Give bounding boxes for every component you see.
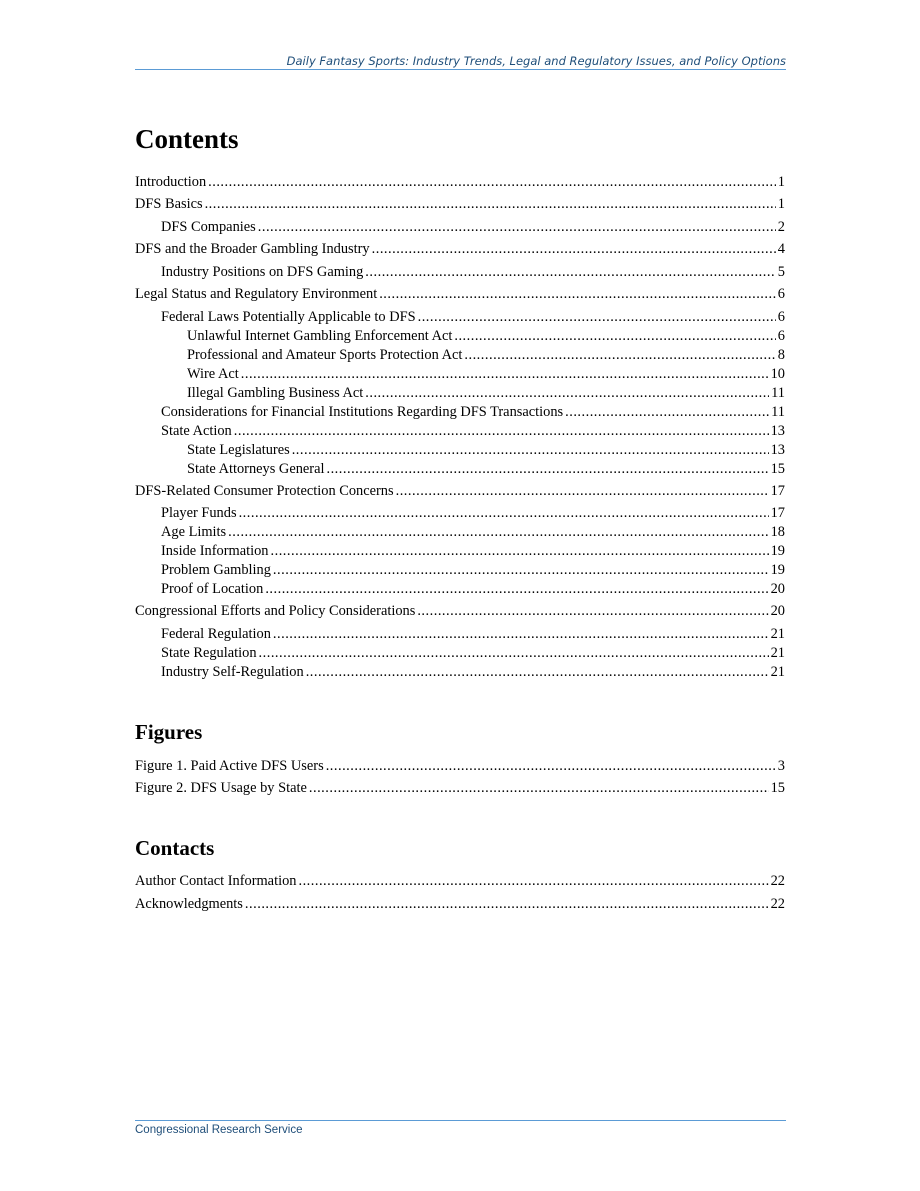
toc-entry-label: Inside Information xyxy=(161,543,269,559)
toc-entry[interactable] xyxy=(135,328,785,347)
toc-entry[interactable] xyxy=(135,404,785,423)
toc-entry-page: 20 xyxy=(770,603,785,619)
toc-entry-label: DFS Basics xyxy=(135,196,203,212)
toc-entry-label: Introduction xyxy=(135,174,207,190)
toc-leader-dots xyxy=(372,241,776,258)
toc-entry-page: 10 xyxy=(770,366,785,382)
toc-entry[interactable] xyxy=(135,562,785,581)
toc-entry-label: DFS and the Broader Gambling Industry xyxy=(135,241,370,257)
toc-leader-dots xyxy=(239,505,769,522)
toc-entry-page: 21 xyxy=(770,645,785,661)
toc-entry-label: Unlawful Internet Gambling Enforcement Act xyxy=(187,328,453,344)
toc-entry-label: DFS-Related Consumer Protection Concerns xyxy=(135,483,394,499)
toc-entry-page: 2 xyxy=(777,219,785,235)
toc-entry-label: Wire Act xyxy=(187,366,239,382)
toc-entry-page: 3 xyxy=(777,758,785,774)
toc-entry[interactable] xyxy=(135,241,785,260)
toc-entry-label: Federal Laws Potentially Applicable to DFS xyxy=(161,309,416,325)
toc-entry-page: 19 xyxy=(770,562,785,578)
toc-entry-page: 1 xyxy=(777,196,785,212)
toc-entry-page: 22 xyxy=(770,873,785,889)
toc-leader-dots xyxy=(464,347,775,364)
toc-entry[interactable] xyxy=(135,196,785,215)
toc-entry-page: 11 xyxy=(771,404,785,420)
toc-entry-page: 18 xyxy=(770,524,785,540)
toc-entry[interactable] xyxy=(135,483,785,502)
toc-entry[interactable] xyxy=(135,603,785,622)
toc-leader-dots xyxy=(271,543,769,560)
toc-entry-page: 17 xyxy=(770,483,785,499)
toc-entry-label: Considerations for Financial Institutions Regarding DFS Transactions xyxy=(161,404,564,420)
toc-entry-page: 8 xyxy=(777,347,785,363)
toc-entry[interactable] xyxy=(135,758,785,777)
toc-entry-label: Illegal Gambling Business Act xyxy=(187,385,364,401)
toc-entry-page: 6 xyxy=(777,309,785,325)
toc-leader-dots xyxy=(365,385,769,402)
toc-leader-dots xyxy=(396,483,769,500)
toc-leader-dots xyxy=(228,524,768,541)
toc-entry-label: Congressional Efforts and Policy Considerations xyxy=(135,603,416,619)
toc-entry-page: 13 xyxy=(770,423,785,439)
toc-entry-page: 17 xyxy=(770,505,785,521)
toc-leader-dots xyxy=(417,603,768,620)
toc-entry[interactable] xyxy=(135,461,785,480)
toc-entry[interactable] xyxy=(135,174,785,193)
toc-leader-dots xyxy=(245,896,769,913)
toc-entry-label: Industry Self-Regulation xyxy=(161,664,304,680)
running-footer: Congressional Research Service xyxy=(135,1120,786,1136)
toc-entry-page: 6 xyxy=(777,328,785,344)
toc-entry-page: 5 xyxy=(777,264,785,280)
toc-entry[interactable] xyxy=(135,543,785,562)
toc-leader-dots xyxy=(292,442,769,459)
toc-entry-label: Industry Positions on DFS Gaming xyxy=(161,264,364,280)
toc-entry-page: 15 xyxy=(770,780,785,796)
toc-leader-dots xyxy=(259,645,769,662)
toc-entry[interactable] xyxy=(135,581,785,600)
figures-title: Figures xyxy=(135,720,203,744)
running-header: Daily Fantasy Sports: Industry Trends, Legal and Regulatory Issues, and Policy Options xyxy=(135,54,786,70)
toc-entry-label: Figure 2. DFS Usage by State xyxy=(135,780,307,796)
toc-leader-dots xyxy=(265,581,768,598)
toc-entry-label: Federal Regulation xyxy=(161,626,271,642)
toc-leader-dots xyxy=(234,423,769,440)
toc-entry-page: 13 xyxy=(770,442,785,458)
toc-entry[interactable] xyxy=(135,645,785,664)
toc-entry-page: 22 xyxy=(770,896,785,912)
toc-entry[interactable] xyxy=(135,347,785,366)
toc-leader-dots xyxy=(208,174,776,191)
toc-entry[interactable] xyxy=(135,524,785,543)
toc-entry-label: Figure 1. Paid Active DFS Users xyxy=(135,758,324,774)
toc-entry-label: State Legislatures xyxy=(187,442,290,458)
toc-entry[interactable] xyxy=(135,385,785,404)
toc-entry[interactable] xyxy=(135,264,785,283)
toc-entry-label: Legal Status and Regulatory Environment xyxy=(135,286,378,302)
toc-entry-label: State Attorneys General xyxy=(187,461,325,477)
toc-entry-label: State Regulation xyxy=(161,645,257,661)
toc-leader-dots xyxy=(273,562,769,579)
toc-entry-label: DFS Companies xyxy=(161,219,256,235)
toc-entry[interactable] xyxy=(135,873,785,892)
toc-leader-dots xyxy=(273,626,769,643)
toc-entry[interactable] xyxy=(135,896,785,915)
toc-entry[interactable] xyxy=(135,780,785,799)
toc-entry-label: Proof of Location xyxy=(161,581,264,597)
toc-entry-label: Age Limits xyxy=(161,524,227,540)
toc-entry-page: 21 xyxy=(770,664,785,680)
toc-entry[interactable] xyxy=(135,505,785,524)
toc-leader-dots xyxy=(365,264,776,281)
toc-leader-dots xyxy=(241,366,769,383)
toc-entry-label: Player Funds xyxy=(161,505,237,521)
toc-leader-dots xyxy=(205,196,776,213)
toc-leader-dots xyxy=(298,873,768,890)
toc-entry[interactable] xyxy=(135,309,785,328)
toc-leader-dots xyxy=(418,309,776,326)
toc-entry-page: 21 xyxy=(770,626,785,642)
toc-leader-dots xyxy=(258,219,776,236)
toc-leader-dots xyxy=(565,404,769,421)
toc-leader-dots xyxy=(454,328,775,345)
contents-title: Contents xyxy=(135,124,239,154)
toc-entry-label: Professional and Amateur Sports Protection Act xyxy=(187,347,463,363)
toc-entry-page: 1 xyxy=(777,174,785,190)
toc-leader-dots xyxy=(326,461,768,478)
toc-leader-dots xyxy=(306,664,769,681)
contacts-title: Contacts xyxy=(135,836,215,860)
toc-entry[interactable] xyxy=(135,286,785,305)
toc-entry-page: 11 xyxy=(771,385,785,401)
toc-entry-label: Problem Gambling xyxy=(161,562,271,578)
toc-entry-page: 20 xyxy=(770,581,785,597)
toc-entry[interactable] xyxy=(135,664,785,683)
toc-leader-dots xyxy=(379,286,776,303)
toc-entry-label: Acknowledgments xyxy=(135,896,243,912)
toc-leader-dots xyxy=(326,758,776,775)
toc-entry[interactable] xyxy=(135,219,785,238)
toc-entry-page: 15 xyxy=(770,461,785,477)
toc-entry[interactable] xyxy=(135,626,785,645)
toc-entry-label: State Action xyxy=(161,423,232,439)
toc-entry-page: 4 xyxy=(777,241,785,257)
toc-entry[interactable] xyxy=(135,366,785,385)
toc-entry-label: Author Contact Information xyxy=(135,873,297,889)
toc-entry[interactable] xyxy=(135,442,785,461)
toc-entry-page: 6 xyxy=(777,286,785,302)
toc-leader-dots xyxy=(309,780,769,797)
toc-entry[interactable] xyxy=(135,423,785,442)
toc-entry-page: 19 xyxy=(770,543,785,559)
